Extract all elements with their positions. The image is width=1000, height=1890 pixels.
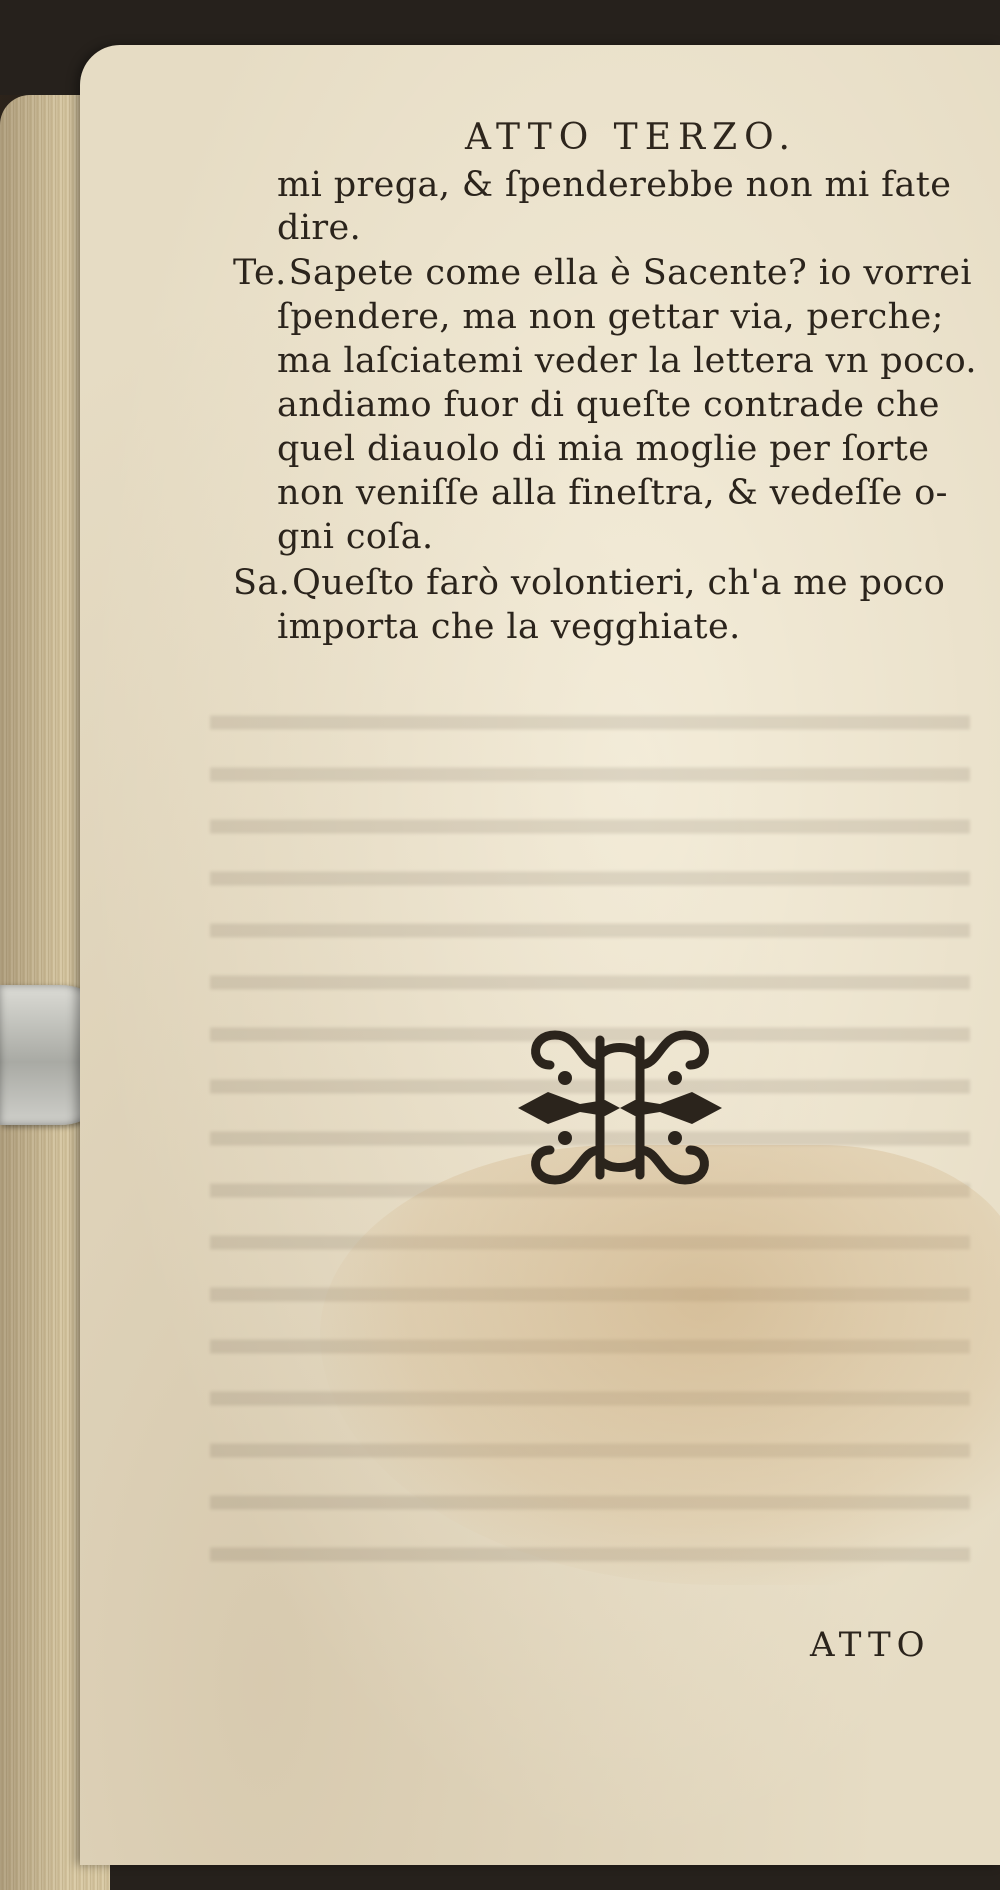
line-text: gni coſa. <box>277 517 434 557</box>
line-text: quel diauolo di mia moglie per ſorte <box>277 429 930 469</box>
text-line <box>233 563 945 603</box>
printer-ornament-icon <box>510 1020 730 1195</box>
text-line <box>233 253 972 293</box>
text-line <box>275 429 929 469</box>
line-text: importa che la vegghiate. <box>277 607 741 647</box>
catchword: ATTO <box>810 1625 931 1665</box>
line-text: ma laſciatemi veder la lettera vn poco. <box>277 341 977 381</box>
text-line <box>275 517 434 557</box>
text-line <box>275 165 951 205</box>
text-line <box>275 607 741 647</box>
speaker-label: Te. <box>233 253 287 293</box>
line-text: non veniſſe alla fineſtra, & vedeſſe o- <box>277 473 948 513</box>
line-text: mi prega, & ſpenderebbe non mi fate <box>277 165 952 205</box>
line-text: Sapete come ella è Sacente? io vorrei <box>288 253 972 293</box>
line-text: andiamo fuor di queſte contrade che <box>277 385 940 425</box>
speaker-label: Sa. <box>233 563 291 603</box>
text-line <box>275 385 940 425</box>
running-head: ATTO TERZO. <box>465 117 797 158</box>
text-line <box>275 208 361 248</box>
book-page <box>80 45 1000 1865</box>
text-line <box>275 297 944 337</box>
line-text: dire. <box>277 208 362 248</box>
text-line <box>275 341 977 381</box>
line-text: ſpendere, ma non gettar via, perche; <box>277 297 944 337</box>
text-line <box>275 473 948 513</box>
line-text: Queſto farò volontieri, ch'a me poco <box>292 563 946 603</box>
